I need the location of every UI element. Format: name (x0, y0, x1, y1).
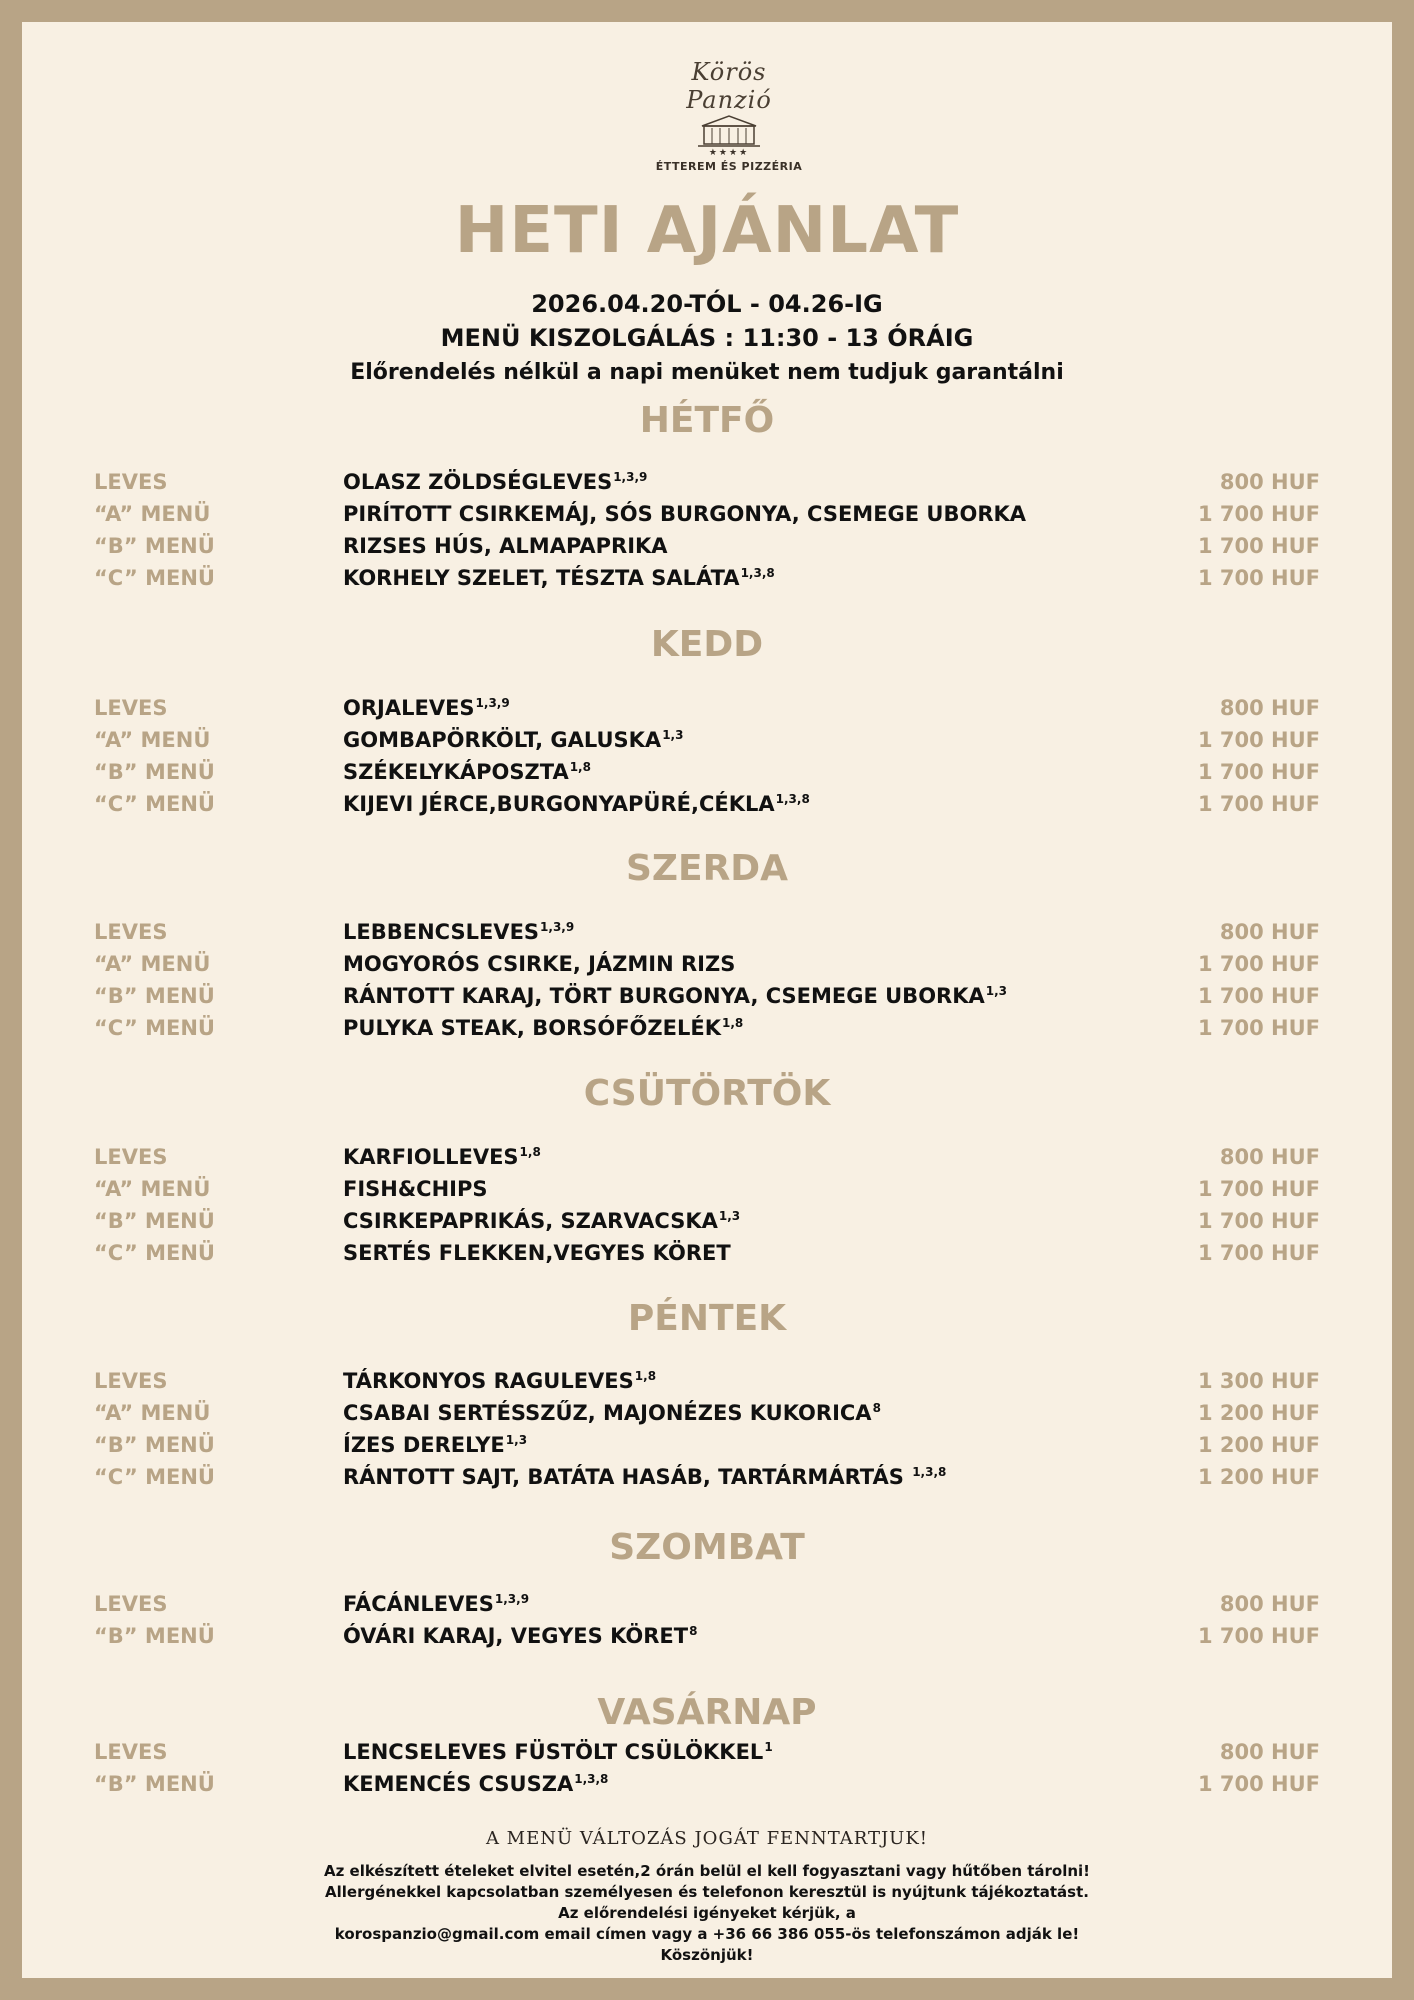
price: 1 700 HUF (1197, 760, 1320, 784)
menu-label: “B” MENÜ (94, 1624, 215, 1648)
dish-name: FISH&CHIPS (343, 1177, 488, 1201)
menu-label: “C” MENÜ (94, 1465, 215, 1489)
dish-name-wrap (343, 1369, 656, 1393)
dish-name-wrap (343, 792, 810, 816)
day-heading: KEDD (650, 624, 764, 665)
dish-name: PULYKA STEAK, BORSÓFŐZELÉK (343, 1016, 721, 1040)
menu-label: LEVES (94, 1740, 168, 1764)
menu-label: “C” MENÜ (94, 792, 215, 816)
menu-label: “C” MENÜ (94, 1016, 215, 1040)
dish-name: ÍZES DERELYE (343, 1433, 505, 1457)
price: 1 700 HUF (1197, 1241, 1320, 1265)
menu-row (22, 1401, 1392, 1431)
dish-name-wrap (343, 534, 668, 558)
dish-name-wrap (343, 1209, 740, 1233)
menu-row (22, 1241, 1392, 1271)
menu-label: LEVES (94, 470, 168, 494)
menu-row (22, 1740, 1392, 1770)
dish-name-wrap (343, 728, 683, 752)
price: 1 700 HUF (1197, 984, 1320, 1008)
price: 1 300 HUF (1197, 1369, 1320, 1393)
footer-title: A MENÜ VÁLTOZÁS JOGÁT FENNTARTJUK! (485, 1828, 929, 1849)
menu-row (22, 792, 1392, 822)
price: 1 700 HUF (1197, 566, 1320, 590)
dish-name-wrap (343, 1433, 527, 1457)
preorder-notice: Előrendelés nélkül a napi menüket nem tudjuk garantálni (350, 360, 1064, 385)
logo-stars: ★★★★ (708, 148, 750, 158)
menu-label: “A” MENÜ (94, 952, 211, 976)
dish-name: RÁNTOTT KARAJ, TÖRT BURGONYA, CSEMEGE UBORKA (343, 984, 985, 1008)
dish-name-wrap (343, 1177, 488, 1201)
allergen-codes: 1,8 (721, 1016, 744, 1030)
allergen-codes: 1,3,9 (613, 470, 648, 484)
dish-name-wrap (343, 1016, 743, 1040)
menu-page (22, 22, 1392, 1978)
price: 1 700 HUF (1197, 1209, 1320, 1233)
allergen-codes: 1,3,8 (775, 792, 810, 806)
footer-line-contact: korospanzio@gmail.com email címen vagy a +36 66 386 055-ös telefonszámon adják le! (334, 1925, 1080, 1943)
menu-label: “A” MENÜ (94, 1177, 211, 1201)
menu-row (22, 1209, 1392, 1239)
price: 800 HUF (1219, 1740, 1320, 1764)
dish-name-wrap (343, 1465, 946, 1489)
dish-name-wrap (343, 1624, 697, 1648)
price: 800 HUF (1219, 470, 1320, 494)
dish-name-wrap (343, 920, 574, 944)
allergen-codes: 1,8 (569, 760, 591, 774)
page-title: HETI AJÁNLAT (454, 194, 960, 268)
menu-row (22, 470, 1392, 500)
dish-name-wrap (343, 502, 1026, 526)
day-heading: HÉTFŐ (639, 400, 775, 441)
footer-line-preorder: Az előrendelési igényeket kérjük, a (558, 1904, 856, 1922)
menu-label: “B” MENÜ (94, 1209, 215, 1233)
allergen-codes: 1,3 (718, 1209, 741, 1223)
dish-name: ÓVÁRI KARAJ, VEGYES KÖRET (343, 1624, 689, 1648)
dish-name-wrap (343, 760, 591, 784)
dish-name-wrap (343, 470, 647, 494)
menu-row (22, 566, 1392, 596)
allergen-codes: 1,3 (505, 1433, 528, 1447)
price: 1 200 HUF (1197, 1401, 1320, 1425)
dish-name-wrap (343, 696, 510, 720)
allergen-codes: 1,8 (519, 1145, 541, 1159)
dish-name: FÁCÁNLEVES (343, 1592, 494, 1616)
dish-name: KARFIOLLEVES (343, 1145, 519, 1169)
menu-label: “B” MENÜ (94, 1772, 215, 1796)
menu-row (22, 1592, 1392, 1622)
price: 1 700 HUF (1197, 728, 1320, 752)
price: 1 700 HUF (1197, 502, 1320, 526)
menu-label: “B” MENÜ (94, 1433, 215, 1457)
dish-name: CSABAI SERTÉSSZŰZ, MAJONÉZES KUKORICA (343, 1401, 872, 1425)
allergen-codes: 1 (764, 1740, 773, 1754)
price: 1 700 HUF (1197, 1624, 1320, 1648)
dish-name: KORHELY SZELET, TÉSZTA SALÁTA (343, 566, 740, 590)
allergen-codes: 1,3,9 (494, 1592, 530, 1606)
menu-label: LEVES (94, 1369, 168, 1393)
footer-line-takeaway: Az elkészített ételeket elvitel esetén,2 órán belül el kell fogyasztani vagy hűtőben tárolni! (323, 1862, 1091, 1880)
logo-script-text: Körös Panzió (686, 58, 772, 114)
menu-row (22, 952, 1392, 982)
allergen-codes: 1,3,9 (475, 696, 510, 710)
dish-name-wrap (343, 984, 1007, 1008)
price: 1 700 HUF (1197, 1177, 1320, 1201)
allergen-codes: 1,3,9 (540, 920, 575, 934)
dish-name: CSIRKEPAPRIKÁS, SZARVACSKA (343, 1209, 718, 1233)
menu-row (22, 1465, 1392, 1495)
dish-name: LEBBENCSLEVES (343, 920, 540, 944)
menu-row (22, 920, 1392, 950)
price: 1 700 HUF (1197, 952, 1320, 976)
price: 800 HUF (1219, 920, 1320, 944)
price: 800 HUF (1219, 696, 1320, 720)
dish-name-wrap (343, 1401, 881, 1425)
date-range: 2026.04.20-TÓL - 04.26-IG (531, 290, 883, 318)
dish-name-wrap (343, 566, 775, 590)
footer-line-thanks: Köszönjük! (660, 1946, 754, 1964)
allergen-codes: 1,3,8 (574, 1772, 609, 1786)
price: 1 200 HUF (1197, 1433, 1320, 1457)
allergen-codes: 8 (689, 1624, 698, 1638)
price: 1 700 HUF (1197, 792, 1320, 816)
day-heading: VASÁRNAP (597, 1692, 817, 1733)
menu-row (22, 696, 1392, 726)
dish-name: RÁNTOTT SAJT, BATÁTA HASÁB, TARTÁRMÁRTÁS (343, 1465, 912, 1489)
dish-name: SERTÉS FLEKKEN,VEGYES KÖRET (343, 1241, 731, 1265)
menu-label: LEVES (94, 920, 168, 944)
dish-name: MOGYORÓS CSIRKE, JÁZMIN RIZS (343, 952, 736, 976)
dish-name: PIRÍTOTT CSIRKEMÁJ, SÓS BURGONYA, CSEMEGE UBORKA (343, 502, 1027, 526)
dish-name: LENCSELEVES FÜSTÖLT CSÜLÖKKEL (343, 1740, 764, 1764)
footer-line-allergen: Allergénekkel kapcsolatban személyesen és telefonon keresztül is nyújtunk tájékoztatást. (325, 1883, 1089, 1901)
menu-row (22, 1177, 1392, 1207)
dish-name-wrap (343, 1592, 529, 1616)
logo-subtitle: ÉTTEREM ÉS PIZZÉRIA (655, 160, 803, 173)
dish-name: OLASZ ZÖLDSÉGLEVES (343, 470, 613, 494)
day-heading: CSÜTÖRTÖK (583, 1073, 831, 1114)
allergen-codes: 1,3 (662, 728, 684, 742)
menu-row (22, 1624, 1392, 1654)
dish-name: KIJEVI JÉRCE,BURGONYAPÜRÉ,CÉKLA (343, 792, 775, 816)
allergen-codes: 1,3 (985, 984, 1008, 998)
menu-row (22, 1145, 1392, 1175)
menu-label: LEVES (94, 1592, 168, 1616)
building-icon (694, 114, 764, 148)
menu-row (22, 502, 1392, 532)
menu-row (22, 1369, 1392, 1399)
menu-row (22, 760, 1392, 790)
menu-label: “B” MENÜ (94, 984, 215, 1008)
dish-name: GOMBAPÖRKÖLT, GALUSKA (343, 728, 662, 752)
price: 1 700 HUF (1197, 534, 1320, 558)
dish-name-wrap (343, 1772, 608, 1796)
menu-row (22, 728, 1392, 758)
dish-name: RIZSES HÚS, ALMAPAPRIKA (343, 534, 668, 558)
day-heading: SZERDA (625, 848, 789, 889)
menu-label: “B” MENÜ (94, 534, 215, 558)
menu-row (22, 1016, 1392, 1046)
dish-name: TÁRKONYOS RAGULEVES (343, 1369, 634, 1393)
menu-label: “A” MENÜ (94, 728, 211, 752)
dish-name: SZÉKELYKÁPOSZTA (343, 760, 569, 784)
dish-name-wrap (343, 1241, 731, 1265)
menu-label: LEVES (94, 696, 168, 720)
menu-label: “C” MENÜ (94, 566, 215, 590)
menu-label: “A” MENÜ (94, 502, 211, 526)
menu-label: “C” MENÜ (94, 1241, 215, 1265)
dish-name-wrap (343, 952, 735, 976)
allergen-codes: 1,3,8 (912, 1465, 947, 1479)
day-heading: SZOMBAT (609, 1527, 805, 1568)
menu-label: “B” MENÜ (94, 760, 215, 784)
price: 800 HUF (1219, 1145, 1320, 1169)
price: 800 HUF (1219, 1592, 1320, 1616)
dish-name: KEMENCÉS CSUSZA (343, 1772, 574, 1796)
day-heading: PÉNTEK (627, 1298, 787, 1339)
allergen-codes: 1,3,8 (740, 566, 775, 580)
menu-label: LEVES (94, 1145, 168, 1169)
allergen-codes: 8 (872, 1401, 881, 1415)
service-time: MENÜ KISZOLGÁLÁS : 11:30 - 13 ÓRÁIG (440, 324, 974, 352)
menu-row (22, 1772, 1392, 1802)
menu-row (22, 534, 1392, 564)
menu-row (22, 984, 1392, 1014)
price: 1 700 HUF (1197, 1772, 1320, 1796)
price: 1 700 HUF (1197, 1016, 1320, 1040)
allergen-codes: 1,8 (634, 1369, 657, 1383)
dish-name-wrap (343, 1145, 541, 1169)
price: 1 200 HUF (1197, 1465, 1320, 1489)
menu-label: “A” MENÜ (94, 1401, 211, 1425)
dish-name-wrap (343, 1740, 773, 1764)
restaurant-logo (654, 52, 804, 202)
dish-name: ORJALEVES (343, 696, 475, 720)
menu-row (22, 1433, 1392, 1463)
